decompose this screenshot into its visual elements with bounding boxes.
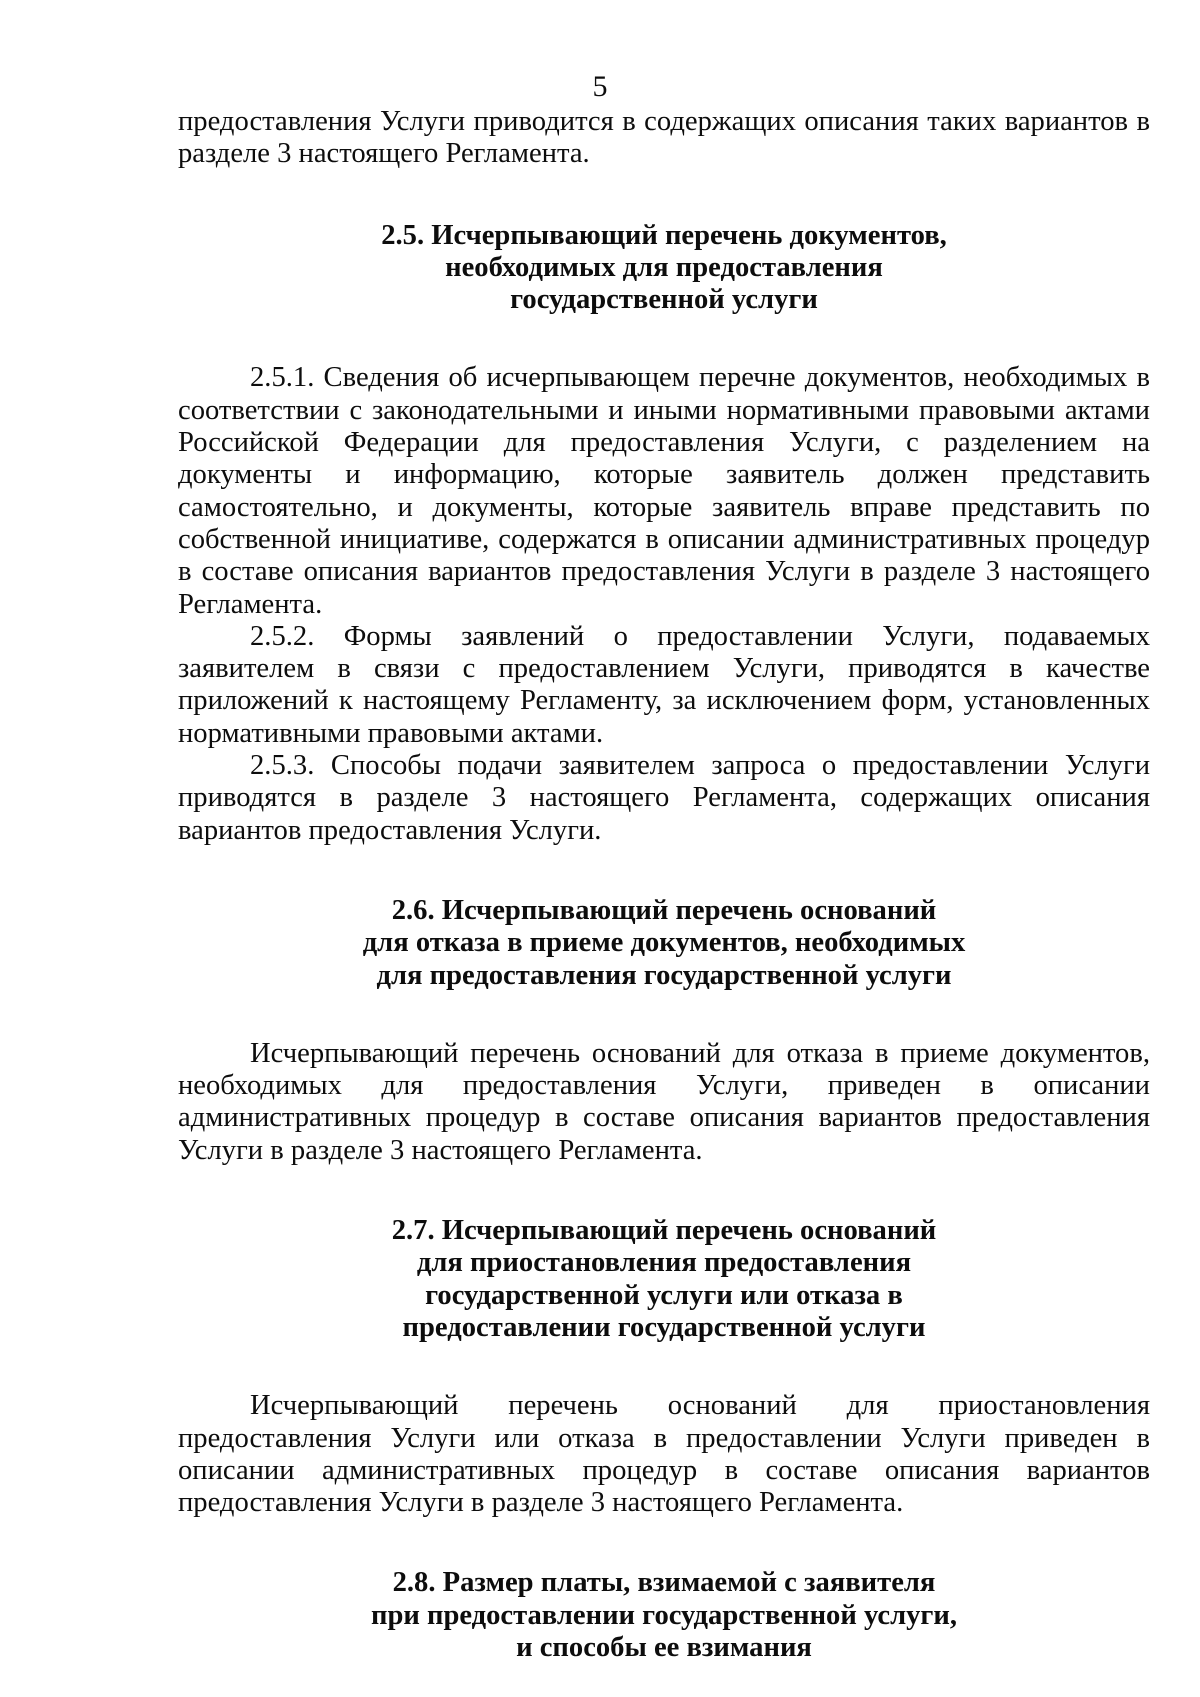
heading-line: для приостановления предоставления [416,1247,912,1279]
heading-line: государственной услуги [510,284,818,316]
paragraph-2-5-2: 2.5.2. Формы заявлений о предоставлении Услуги, подаваемых заявителем в связи с предоставлением Услуги, приводятся в качестве приложений к настоящему Регламенту, за исключением форм, установленных нормативными правовыми актами. [178,620,1150,749]
intro-paragraph: предоставления Услуги приводится в содержащих описания таких вариантов в разделе 3 настоящего Регламента. [178,106,1150,170]
heading-line: государственной услуги или отказа в [425,1279,903,1311]
heading-line: 2.8. Размер платы, взимаемой с заявителя [392,1567,936,1599]
heading-line: необходимых для предоставления [445,251,883,283]
paragraph-2-6: Исчерпывающий перечень оснований для отказа в приеме документов, необходимых для предоставления Услуги, приведен в описании административных процедур в составе описания вариантов предоставления Услуги в разделе 3 настоящего Регламента. [178,1037,1150,1166]
heading-line: 2.5. Исчерпывающий перечень документов, [381,219,947,251]
page-number: 5 [592,70,608,103]
document-body [178,106,1150,1664]
heading-line: для отказа в приеме документов, необходимых [362,927,966,959]
section-2-6-heading [178,895,1150,992]
paragraph-2-5-1: 2.5.1. Сведения об исчерпывающем перечне документов, необходимых в соответствии с законодательными и иными нормативными правовыми актами Российской Федерации для предоставления Услуги, с разделением на документы и информацию, которые заявитель должен представить самостоятельно, и документы, которые заявитель вправе представить по собственной инициативе, содержатся в описании административных процедур в составе описания вариантов предоставления Услуги в разделе 3 настоящего Регламента. [178,362,1150,620]
paragraph-2-7: Исчерпывающий перечень оснований для приостановления предоставления Услуги или отказа в предоставлении Услуги приведен в описании административных процедур в составе описания вариантов предоставления Услуги в разделе 3 настоящего Регламента. [178,1390,1150,1519]
section-2-7-heading [178,1215,1150,1344]
heading-line: и способы ее взимания [516,1631,812,1663]
heading-line: 2.7. Исчерпывающий перечень оснований [391,1215,937,1247]
heading-line: 2.6. Исчерпывающий перечень оснований [391,894,937,926]
heading-line: предоставлении государственной услуги [402,1311,926,1343]
paragraph-2-5-3: 2.5.3. Способы подачи заявителем запроса о предоставлении Услуги приводятся в разделе 3 настоящего Регламента, содержащих описания вариантов предоставления Услуги. [178,750,1150,846]
heading-line: для предоставления государственной услуги [376,959,952,991]
section-2-5-heading [178,220,1150,317]
section-2-8-heading [178,1567,1150,1664]
heading-line: при предоставлении государственной услуги, [370,1599,958,1631]
